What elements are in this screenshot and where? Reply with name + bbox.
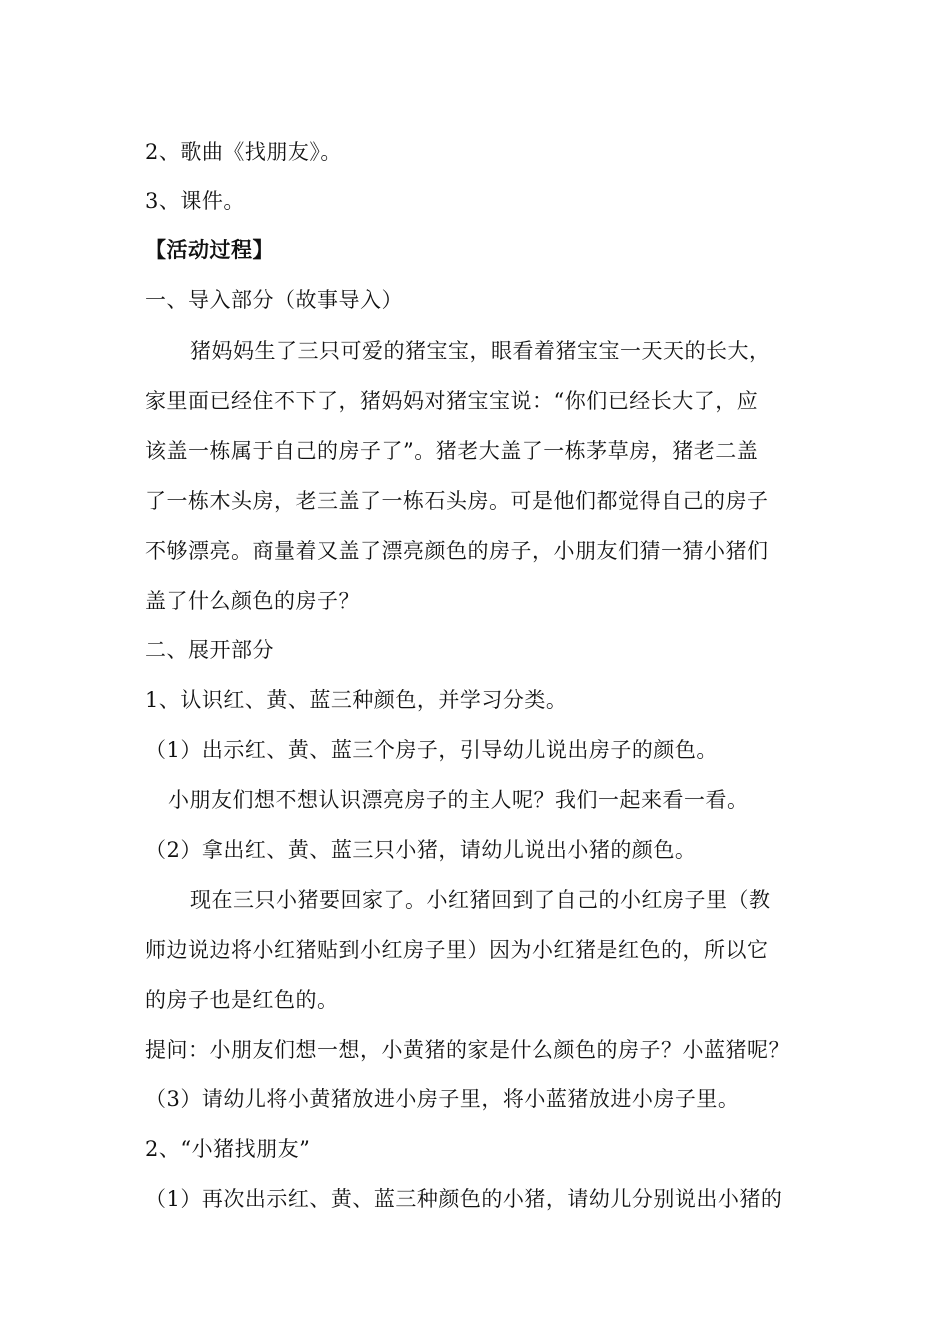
part-heading-development: 二、展开部分 [145, 638, 274, 662]
step-item: （2）拿出红、黄、蓝三只小猪，请幼儿说出小猪的颜色。 [145, 838, 697, 862]
part-heading-intro: 一、导入部分（故事导入） [145, 288, 403, 312]
materials-item-courseware: 3、课件。 [145, 189, 245, 213]
step-heading-colors: 1、认识红、黄、蓝三种颜色，并学习分类。 [145, 688, 568, 712]
step-paragraph-line: 现在三只小猪要回家了。小红猪回到了自己的小红房子里（教 [190, 888, 771, 912]
step-item: （1）出示红、黄、蓝三个房子，引导幼儿说出房子的颜色。 [145, 738, 718, 762]
section-heading-activity-process: 【活动过程】 [145, 237, 274, 262]
step-item: （1）再次出示红、黄、蓝三种颜色的小猪，请幼儿分别说出小猪的 [145, 1187, 783, 1211]
step-heading-find-friends: 2、“小猪找朋友” [145, 1137, 311, 1161]
materials-item-song: 2、歌曲《找朋友》。 [145, 140, 342, 164]
story-paragraph-line: 盖了什么颜色的房子？ [145, 589, 360, 613]
step-paragraph-line: 师边说边将小红猪贴到小红房子里）因为小红猪是红色的，所以它 [145, 938, 769, 962]
step-item: （3）请幼儿将小黄猪放进小房子里，将小蓝猪放进小房子里。 [145, 1087, 740, 1111]
story-paragraph-line: 家里面已经住不下了，猪妈妈对猪宝宝说：“你们已经长大了，应 [145, 389, 759, 413]
step-paragraph-line: 的房子也是红色的。 [145, 988, 339, 1012]
story-paragraph-line: 了一栋木头房，老三盖了一栋石头房。可是他们都觉得自己的房子 [145, 489, 769, 513]
story-paragraph-line: 不够漂亮。商量着又盖了漂亮颜色的房子，小朋友们猜一猜小猪们 [145, 539, 769, 563]
story-paragraph-line: 猪妈妈生了三只可爱的猪宝宝，眼看着猪宝宝一天天的长大， [190, 339, 771, 363]
step-paragraph-line: 小朋友们想不想认识漂亮房子的主人呢？我们一起来看一看。 [168, 788, 749, 812]
question-line: 提问：小朋友们想一想，小黄猪的家是什么颜色的房子？小蓝猪呢？ [145, 1038, 790, 1062]
story-paragraph-line: 该盖一栋属于自己的房子了”。猪老大盖了一栋茅草房，猪老二盖 [145, 439, 759, 463]
